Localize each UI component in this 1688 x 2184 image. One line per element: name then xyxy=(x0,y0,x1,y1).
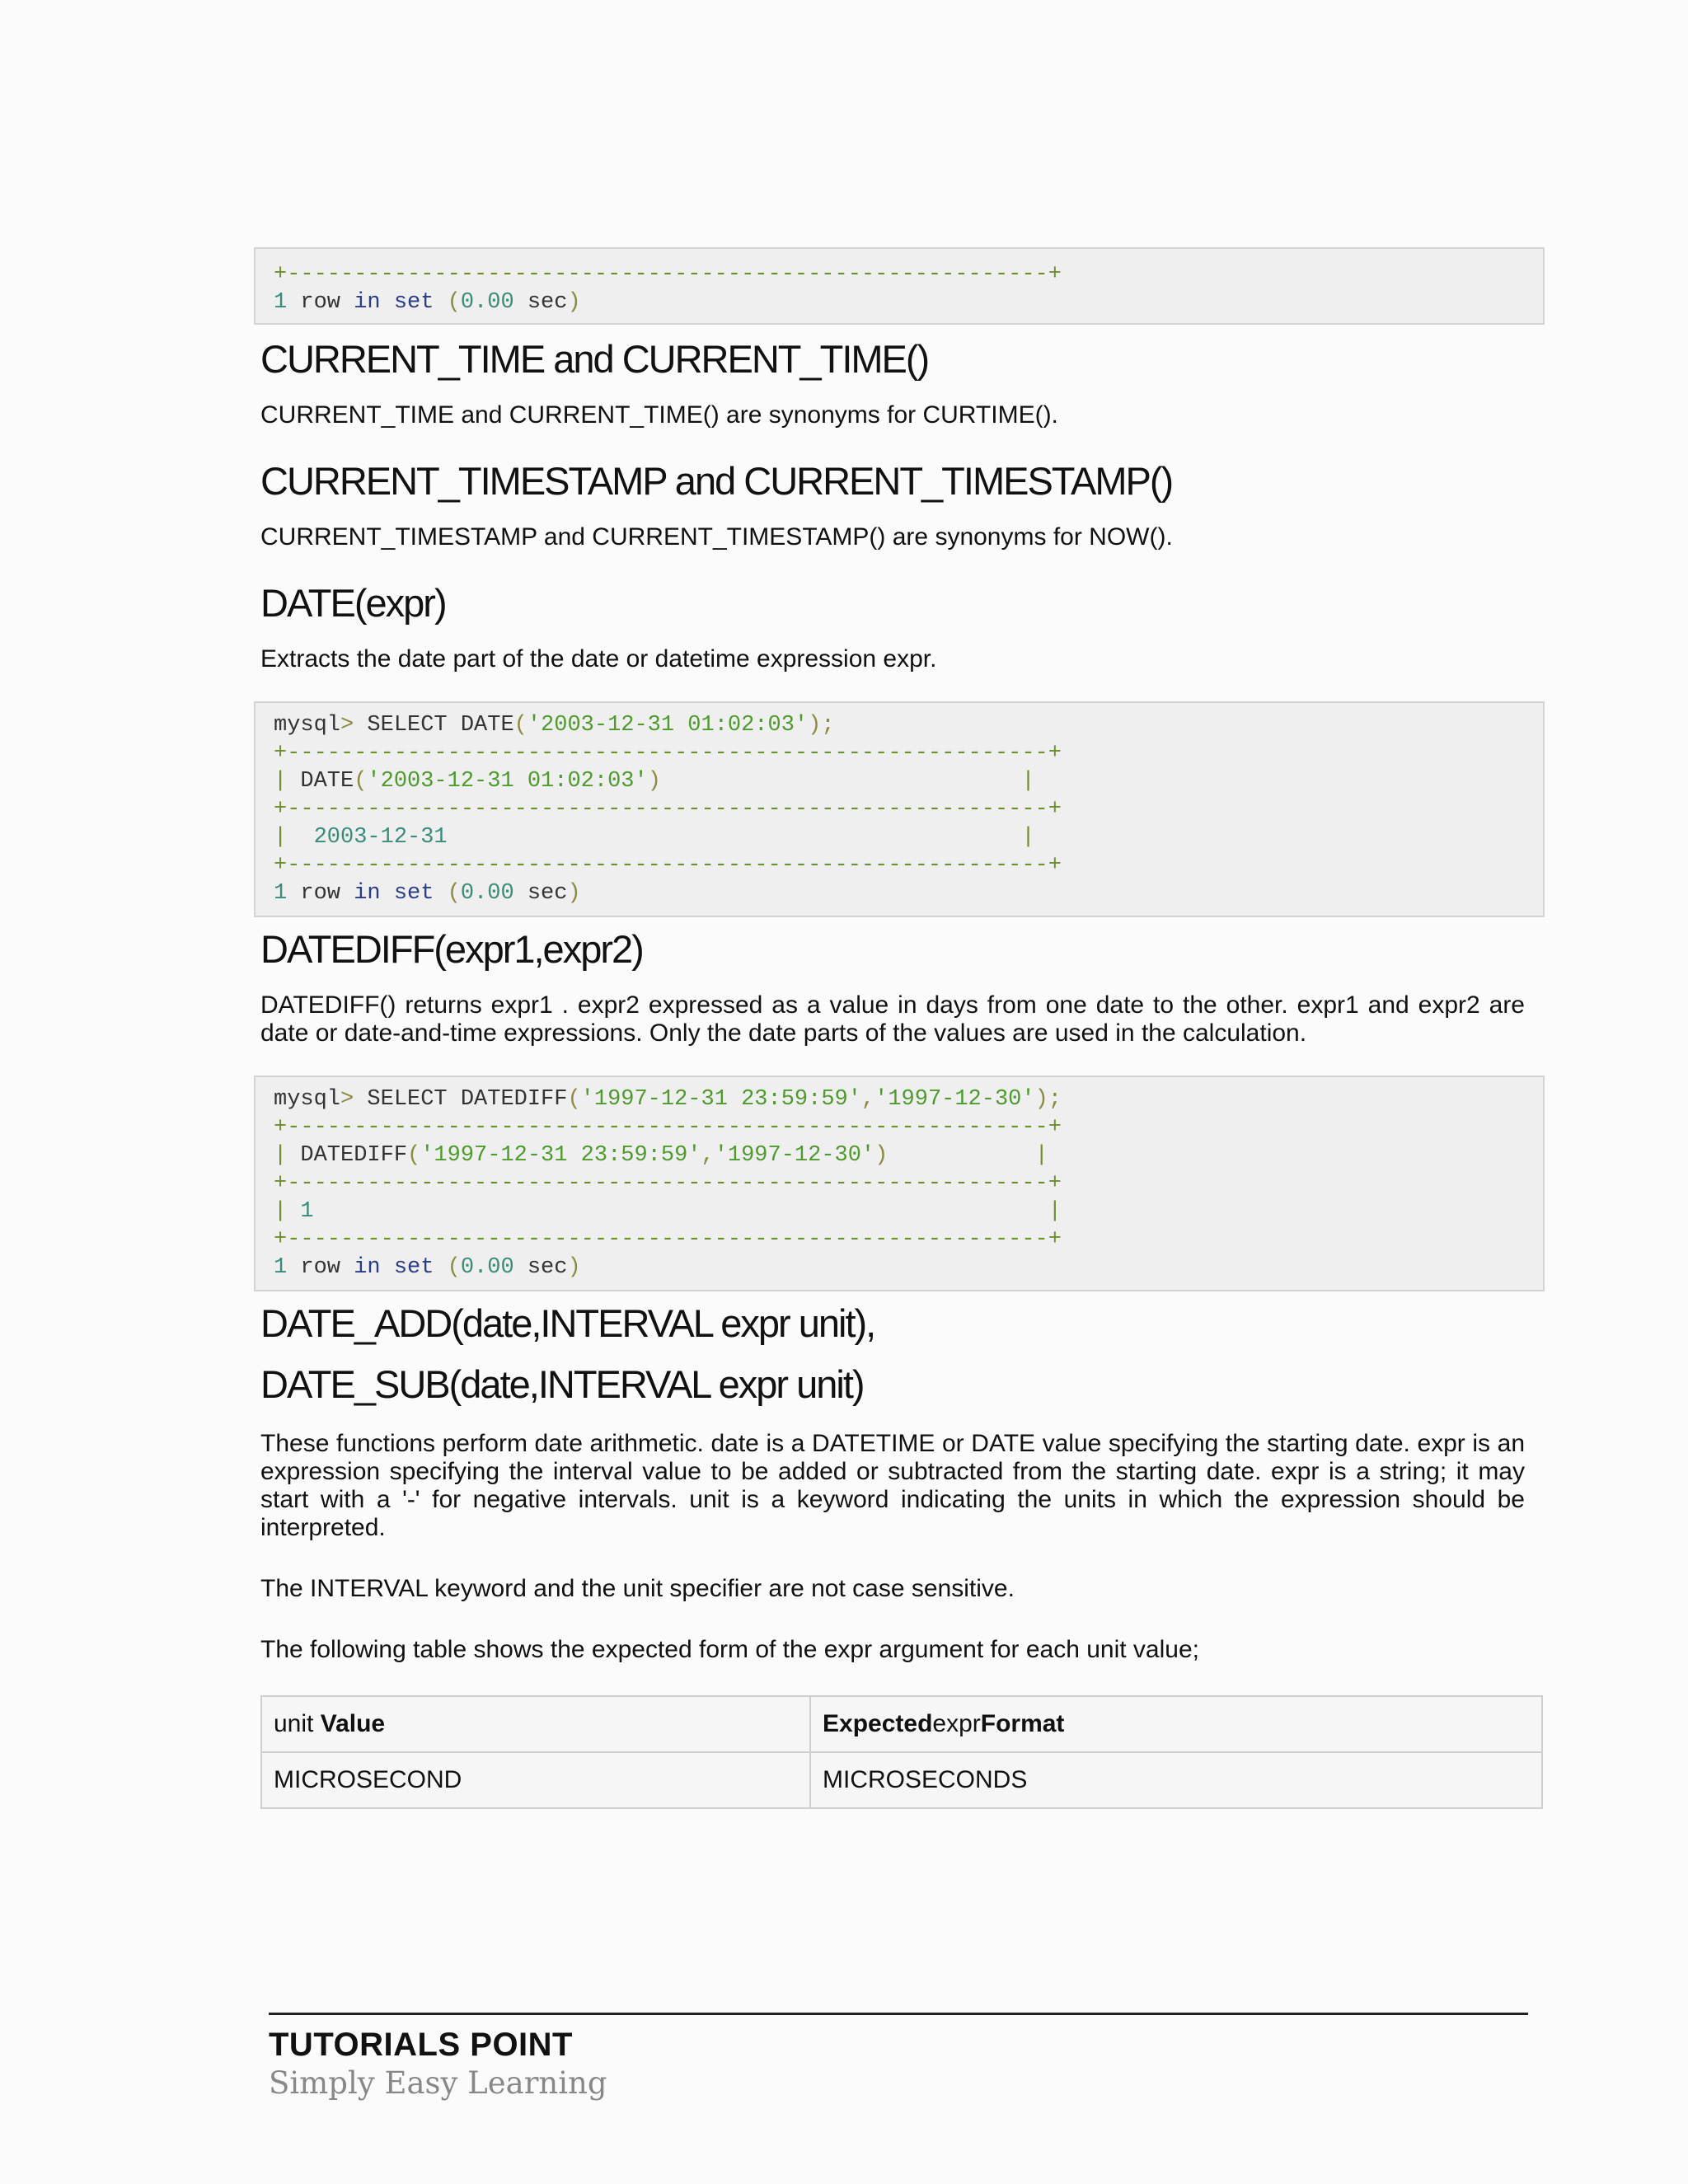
section-title-date-add: DATE_ADD(date,INTERVAL expr unit), xyxy=(260,1301,875,1345)
footer-brand: TUTORIALS POINT xyxy=(269,2027,573,2063)
code-query-line: mysql> SELECT DATEDIFF('1997-12-31 23:59:59','1997-12-30'); xyxy=(274,1087,1062,1112)
section-text-date-add: These functions perform date arithmetic. date is a DATETIME or DATE value specifying the starting date. expr is an expression specifying the interval value to be added or subtracted from the starting date. expr is a string; it may start with a '-' for negative intervals. unit is a keyword indicating the units in which the expression should be interpreted. xyxy=(260,1430,1525,1541)
code-separator: +---------------------------------------------------------+ xyxy=(274,262,1062,287)
code-header-row: | DATEDIFF('1997-12-31 23:59:59','1997-12-30') | xyxy=(274,1143,1048,1168)
code-separator: +---------------------------------------------------------+ xyxy=(274,1171,1062,1196)
section-text-current-time: CURRENT_TIME and CURRENT_TIME() are synonyms for CURTIME(). xyxy=(260,401,1058,429)
table-header-format: ExpectedexprFormat xyxy=(810,1696,1542,1752)
code-separator: +---------------------------------------------------------+ xyxy=(274,1227,1062,1252)
page-content xyxy=(254,247,1545,1809)
table-header-row xyxy=(261,1696,1542,1752)
table-cell-format: MICROSECONDS xyxy=(810,1752,1542,1808)
code-result-line: 1 row in set (0.00 sec) xyxy=(274,881,581,906)
code-separator: +---------------------------------------------------------+ xyxy=(274,1115,1062,1140)
footer-rule xyxy=(269,2013,1528,2015)
code-separator: +---------------------------------------------------------+ xyxy=(274,741,1062,766)
code-value-row: | 1 | xyxy=(274,1199,1062,1224)
code-separator: +---------------------------------------------------------+ xyxy=(274,853,1062,878)
section-text-date: Extracts the date part of the date or datetime expression expr. xyxy=(260,645,937,673)
code-block-previous xyxy=(254,247,1545,325)
section-text-table-intro: The following table shows the expected form of the expr argument for each unit value; xyxy=(260,1636,1199,1663)
section-title-date-sub: DATE_SUB(date,INTERVAL expr unit) xyxy=(260,1362,864,1406)
section-title-datediff: DATEDIFF(expr1,expr2) xyxy=(260,927,643,971)
section-title-date: DATE(expr) xyxy=(260,581,446,625)
code-result-line: 1 row in set (0.00 sec) xyxy=(274,290,581,315)
code-block-datediff xyxy=(254,1076,1545,1291)
footer-tagline: Simply Easy Learning xyxy=(269,2065,607,2101)
section-title-current-timestamp: CURRENT_TIMESTAMP and CURRENT_TIMESTAMP() xyxy=(260,459,1173,503)
code-block-date xyxy=(254,701,1545,917)
page-footer xyxy=(269,2013,1528,2101)
code-header-row: | DATE('2003-12-31 01:02:03') | xyxy=(274,769,1035,794)
table-row xyxy=(261,1752,1542,1808)
section-text-current-timestamp: CURRENT_TIMESTAMP and CURRENT_TIMESTAMP() are synonyms for NOW(). xyxy=(260,523,1173,551)
table-header-unit: unit Value xyxy=(261,1696,810,1752)
section-text-datediff: DATEDIFF() returns expr1 . expr2 expressed as a value in days from one date to the other. expr1 and expr2 are date or date-and-time expressions. Only the date parts of the values are used in the calculation. xyxy=(260,991,1525,1047)
code-value-row: | 2003-12-31 | xyxy=(274,825,1035,850)
section-text-interval-note: The INTERVAL keyword and the unit specifier are not case sensitive. xyxy=(260,1575,1015,1602)
code-query-line: mysql> SELECT DATE('2003-12-31 01:02:03'); xyxy=(274,713,835,738)
table-cell-unit: MICROSECOND xyxy=(261,1752,810,1808)
code-separator: +---------------------------------------------------------+ xyxy=(274,797,1062,822)
unit-format-table xyxy=(260,1695,1543,1809)
code-result-line: 1 row in set (0.00 sec) xyxy=(274,1255,581,1280)
section-title-current-time: CURRENT_TIME and CURRENT_TIME() xyxy=(260,337,929,381)
